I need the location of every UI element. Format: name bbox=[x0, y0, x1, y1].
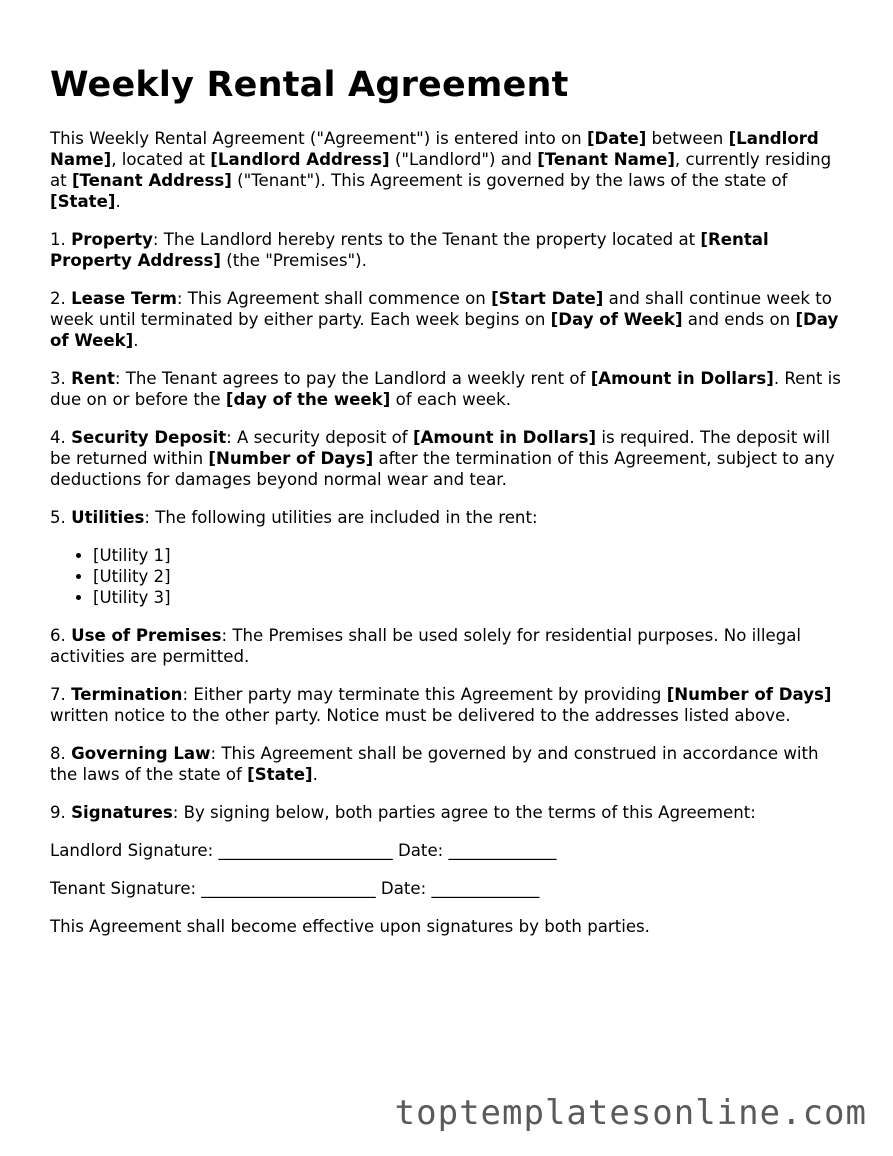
section-text: . Rent is due on or before the bbox=[50, 369, 841, 409]
landlord-name-placeholder: [Landlord Name] bbox=[50, 129, 819, 169]
section-text: : This Agreement shall be governed by and construed in accordance with the laws of the state of bbox=[50, 744, 819, 784]
rental-address-placeholder: [Rental Property Address] bbox=[50, 230, 769, 270]
section-number: 6. bbox=[50, 626, 72, 645]
section-text: is required. The deposit will be returned within bbox=[50, 428, 830, 468]
state-placeholder: [State] bbox=[50, 192, 116, 211]
amount-placeholder: [Amount in Dollars] bbox=[590, 369, 774, 388]
section-heading: Use of Premises bbox=[71, 626, 222, 645]
section-governing-law bbox=[50, 743, 850, 785]
closing-statement: This Agreement shall become effective upon signatures by both parties. bbox=[50, 917, 650, 936]
section-utilities bbox=[50, 507, 850, 528]
section-text: and shall continue week to week until terminated by either party. Each week begins on bbox=[50, 289, 832, 329]
section-heading: Security Deposit bbox=[71, 428, 227, 447]
section-security-deposit bbox=[50, 427, 850, 490]
section-text: : The Premises shall be used solely for residential purposes. No illegal activities are permitted. bbox=[50, 626, 802, 666]
section-property bbox=[50, 229, 850, 271]
state-placeholder: [State] bbox=[247, 765, 313, 784]
intro-text: , currently residing at bbox=[50, 150, 832, 190]
tenant-name-placeholder: [Tenant Name] bbox=[537, 150, 675, 169]
section-termination bbox=[50, 684, 850, 726]
utilities-list bbox=[50, 545, 850, 608]
section-text: . bbox=[312, 765, 318, 784]
section-use-of-premises bbox=[50, 625, 850, 667]
document-page bbox=[50, 0, 850, 937]
section-text: : A security deposit of bbox=[226, 428, 413, 447]
day-of-week-placeholder: [Day of Week] bbox=[50, 310, 839, 350]
section-rent bbox=[50, 368, 850, 410]
intro-text: , located at bbox=[111, 150, 211, 169]
section-text: . bbox=[133, 331, 139, 350]
section-signatures bbox=[50, 802, 850, 823]
section-number: 2. bbox=[50, 289, 72, 308]
list-item: • [Utility 2] bbox=[93, 566, 850, 587]
day-placeholder: [day of the week] bbox=[225, 390, 391, 409]
section-text: written notice to the other party. Notice must be delivered to the addresses listed above. bbox=[50, 706, 791, 725]
section-heading: Rent bbox=[71, 369, 115, 388]
intro-text: This Weekly Rental Agreement ("Agreement") is entered into on bbox=[50, 129, 587, 148]
list-item: • [Utility 3] bbox=[93, 587, 850, 608]
number-of-days-placeholder: [Number of Days] bbox=[208, 449, 374, 468]
section-text: : The following utilities are included in the rent: bbox=[144, 508, 538, 527]
tenant-address-placeholder: [Tenant Address] bbox=[71, 171, 232, 190]
section-text: (the "Premises"). bbox=[220, 251, 367, 270]
section-heading: Termination bbox=[71, 685, 183, 704]
day-of-week-placeholder: [Day of Week] bbox=[550, 310, 683, 329]
tenant-signature-line: Tenant Signature: _____________________ Date: _____________ bbox=[50, 879, 540, 898]
section-heading: Property bbox=[71, 230, 153, 249]
section-heading: Signatures bbox=[71, 803, 173, 822]
date-placeholder: [Date] bbox=[586, 129, 647, 148]
section-number: 8. bbox=[50, 744, 72, 763]
section-number: 1. bbox=[50, 230, 72, 249]
section-text: : The Tenant agrees to pay the Landlord a weekly rent of bbox=[114, 369, 591, 388]
section-number: 3. bbox=[50, 369, 72, 388]
section-text: of each week. bbox=[390, 390, 512, 409]
list-item: • [Utility 1] bbox=[93, 545, 850, 566]
section-number: 5. bbox=[50, 508, 72, 527]
section-text: after the termination of this Agreement, subject to any deductions for damages beyond normal wear and tear. bbox=[50, 449, 835, 489]
intro-text: ("Landlord") and bbox=[389, 150, 538, 169]
section-heading: Utilities bbox=[71, 508, 145, 527]
document-title: Weekly Rental Agreement bbox=[50, 65, 569, 105]
section-lease-term bbox=[50, 288, 850, 351]
number-of-days-placeholder: [Number of Days] bbox=[666, 685, 832, 704]
section-text: and ends on bbox=[682, 310, 796, 329]
section-text: : Either party may terminate this Agreement by providing bbox=[182, 685, 667, 704]
section-text: : The Landlord hereby rents to the Tenant the property located at bbox=[152, 230, 701, 249]
section-number: 9. bbox=[50, 803, 72, 822]
landlord-address-placeholder: [Landlord Address] bbox=[210, 150, 390, 169]
landlord-signature-line: Landlord Signature: _____________________ Date: _____________ bbox=[50, 841, 557, 860]
section-number: 7. bbox=[50, 685, 72, 704]
intro-paragraph bbox=[50, 128, 850, 212]
section-heading: Lease Term bbox=[71, 289, 177, 308]
amount-placeholder: [Amount in Dollars] bbox=[412, 428, 597, 447]
watermark: toptemplatesonline.com bbox=[394, 1093, 867, 1133]
start-date-placeholder: [Start Date] bbox=[491, 289, 604, 308]
section-text: : This Agreement shall commence on bbox=[176, 289, 492, 308]
intro-text: between bbox=[646, 129, 729, 148]
section-heading: Governing Law bbox=[71, 744, 211, 763]
section-number: 4. bbox=[50, 428, 72, 447]
intro-text: ("Tenant"). This Agreement is governed by the laws of the state of bbox=[231, 171, 788, 190]
section-text: : By signing below, both parties agree to the terms of this Agreement: bbox=[172, 803, 756, 822]
intro-text: . bbox=[115, 192, 121, 211]
